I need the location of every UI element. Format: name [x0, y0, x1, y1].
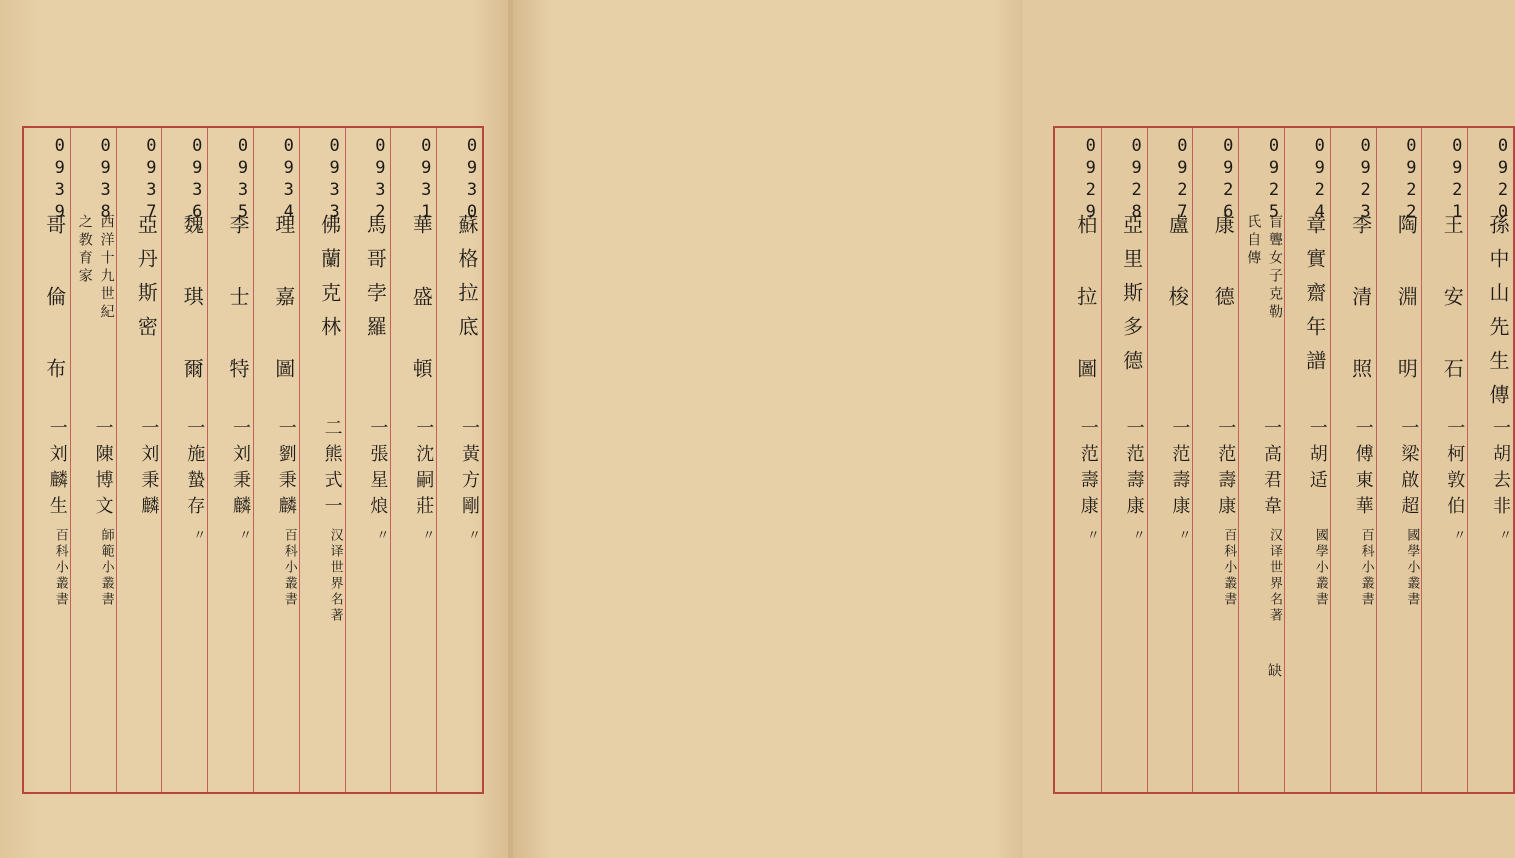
catalog-entry-column — [1147, 128, 1193, 792]
catalog-entry-column — [345, 128, 391, 792]
catalog-entry-column — [1101, 128, 1147, 792]
catalog-entry-column — [390, 128, 436, 792]
entry-title: 柏 拉 圖 — [1073, 214, 1098, 392]
entry-author: 一柯敦伯 — [1444, 418, 1466, 522]
entry-title: 孫中山先生傳 — [1485, 214, 1510, 418]
entry-title: 王 安 石 — [1440, 214, 1465, 392]
entry-series-note: 〃 — [1495, 528, 1511, 544]
entry-series-note: 汉译世界名著 — [1266, 528, 1282, 624]
entry-series-note: 〃 — [1450, 528, 1466, 544]
entry-author: 一刘秉麟 — [138, 418, 160, 522]
left-ruled-frame — [22, 126, 484, 794]
catalog-entry-column — [1192, 128, 1238, 792]
entry-number: 0927 — [1172, 136, 1193, 224]
catalog-entry-column — [253, 128, 299, 792]
entry-number: 0923 — [1355, 136, 1376, 224]
entry-title: 蘇格拉底 — [454, 214, 479, 350]
entry-title-continuation: 之教育家 — [76, 214, 93, 286]
entry-title: 馬哥孛羅 — [363, 214, 388, 350]
entry-series-note: 國學小叢書 — [1312, 528, 1328, 608]
catalog-entry-column — [1467, 128, 1513, 792]
entry-number: 0922 — [1401, 136, 1422, 224]
entry-author: 一范壽康 — [1169, 418, 1191, 522]
catalog-entry-column — [1330, 128, 1376, 792]
entry-author: 一沈嗣莊 — [413, 418, 435, 522]
catalog-entry-column — [299, 128, 345, 792]
entry-number: 0936 — [187, 136, 208, 224]
entry-number: 0939 — [49, 136, 70, 224]
entry-author: 一胡去非 — [1489, 418, 1511, 522]
entry-author: 一劉秉麟 — [275, 418, 297, 522]
entry-number: 0932 — [370, 136, 391, 224]
entry-title: 盧 梭 — [1165, 214, 1190, 320]
entry-title: 李 士 特 — [225, 214, 250, 392]
entry-number: 0931 — [416, 136, 437, 224]
entry-author: 一范壽康 — [1215, 418, 1237, 522]
catalog-entry-column — [1238, 128, 1284, 792]
catalog-entry-column — [24, 128, 70, 792]
entry-author: 一陳博文 — [92, 418, 114, 522]
entry-title: 陶 淵 明 — [1394, 214, 1419, 392]
entry-title: 魏 琪 爾 — [180, 214, 205, 392]
right-page — [513, 0, 1513, 858]
entry-series-note: 〃 — [1129, 528, 1145, 544]
entry-author: 一梁啟超 — [1398, 418, 1420, 522]
entry-number: 0934 — [278, 136, 299, 224]
entry-number: 0929 — [1080, 136, 1101, 224]
entry-series-note: 百科小叢書 — [52, 528, 68, 608]
entry-number: 0928 — [1126, 136, 1147, 224]
entry-number: 0926 — [1218, 136, 1239, 224]
catalog-entry-column — [1421, 128, 1467, 792]
entry-author: 一范壽康 — [1123, 418, 1145, 522]
entry-series-note: 〃 — [1175, 528, 1191, 544]
entry-missing-mark: 缺 — [1265, 663, 1282, 679]
entry-title: 亞丹斯密 — [134, 214, 159, 350]
entry-series-note: 〃 — [464, 528, 480, 544]
catalog-entry-column — [1055, 128, 1101, 792]
entry-author: 一傅東華 — [1352, 418, 1374, 522]
entry-series-note: 〃 — [235, 528, 251, 544]
entry-series-note: 百科小叢書 — [281, 528, 297, 608]
entry-series-note: 〃 — [419, 528, 435, 544]
left-page — [0, 0, 510, 858]
entry-number: 0935 — [232, 136, 253, 224]
entry-number: 0938 — [95, 136, 116, 224]
entry-author: 一高君韋 — [1260, 418, 1282, 522]
entry-title: 章實齋年譜 — [1302, 214, 1327, 384]
entry-author: 一范壽康 — [1077, 418, 1099, 522]
entry-number: 0920 — [1492, 136, 1513, 224]
entry-number: 0925 — [1263, 136, 1284, 224]
right-ruled-frame — [1053, 126, 1515, 794]
entry-number: 0930 — [461, 136, 482, 224]
entry-series-note: 〃 — [190, 528, 206, 544]
catalog-entry-column — [207, 128, 253, 792]
entry-number: 0937 — [141, 136, 162, 224]
entry-series-note: 〃 — [1083, 528, 1099, 544]
entry-title: 李 清 照 — [1348, 214, 1373, 392]
catalog-entry-column — [1376, 128, 1422, 792]
entry-author: 一刘麟生 — [46, 418, 68, 522]
entry-author: 一黃方剛 — [458, 418, 480, 522]
entry-author: 二熊式一 — [321, 418, 343, 522]
entry-author: 一張星烺 — [367, 418, 389, 522]
entry-series-note: 汉译世界名著 — [327, 528, 343, 624]
entry-author: 一施蟄存 — [184, 418, 206, 522]
entry-number: 0924 — [1309, 136, 1330, 224]
entry-series-note: 國學小叢書 — [1404, 528, 1420, 608]
entry-title: 理 嘉 圖 — [271, 214, 296, 392]
entry-series-note: 師範小叢書 — [98, 528, 114, 608]
catalog-entry-column — [116, 128, 162, 792]
entry-title: 亞里斯多德 — [1119, 214, 1144, 384]
entry-title: 哥 倫 布 — [42, 214, 67, 392]
entry-title: 西洋十九世紀 — [98, 214, 115, 322]
entry-title: 佛蘭克林 — [317, 214, 342, 350]
entry-author: 一胡适 — [1306, 418, 1328, 496]
catalog-entry-column — [161, 128, 207, 792]
entry-number: 0921 — [1447, 136, 1468, 224]
catalog-entry-column — [1284, 128, 1330, 792]
entry-title: 華 盛 頓 — [409, 214, 434, 392]
entry-author: 一刘秉麟 — [229, 418, 251, 522]
entry-series-note: 百科小叢書 — [1221, 528, 1237, 608]
entry-title-continuation: 氏自傳 — [1245, 214, 1262, 268]
entry-number: 0933 — [324, 136, 345, 224]
entry-title: 康 德 — [1211, 214, 1236, 320]
catalog-entry-column — [436, 128, 482, 792]
catalog-entry-column — [70, 128, 116, 792]
entry-title: 盲聾女子克勒 — [1266, 214, 1283, 322]
entry-series-note: 百科小叢書 — [1358, 528, 1374, 608]
entry-series-note: 〃 — [373, 528, 389, 544]
